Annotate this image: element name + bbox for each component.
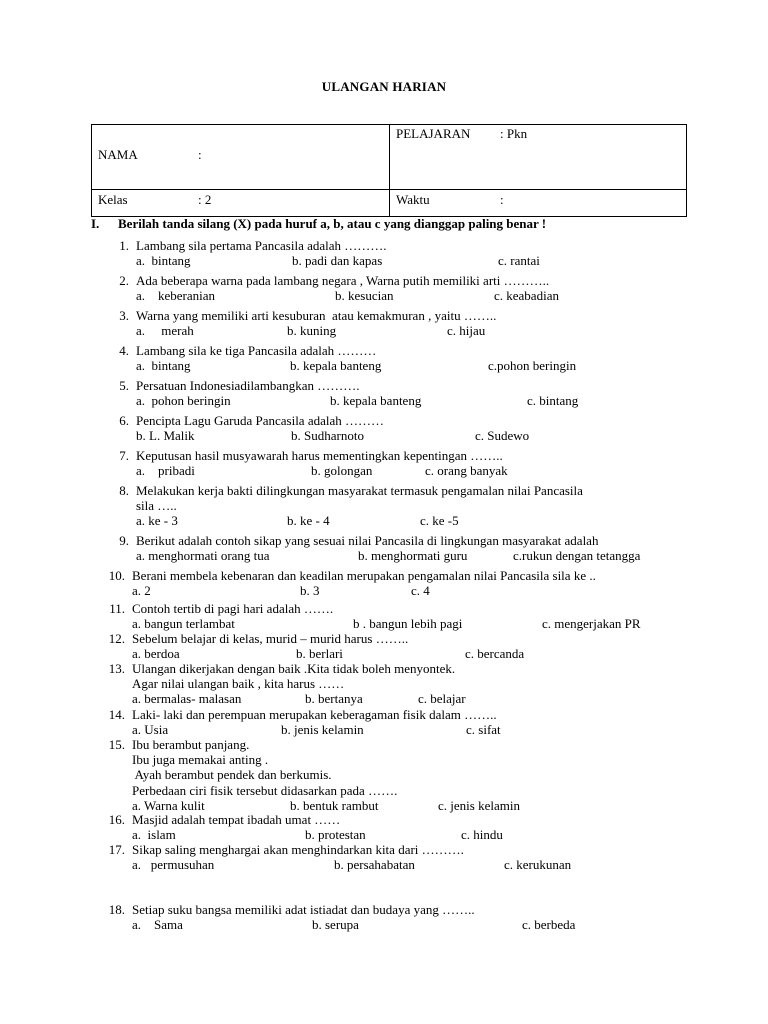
answer-option: c. jenis kelamin bbox=[438, 797, 520, 813]
question-text: Laki- laki dan perempuan merupakan keberagaman fisik dalam …….. bbox=[132, 707, 497, 722]
answer-option: b. 3 bbox=[300, 583, 320, 599]
answer-option: a. pribadi bbox=[136, 463, 195, 479]
question-text: Berani membela kebenaran dan keadilan merupakan pengamalan nilai Pancasila sila ke .. bbox=[132, 568, 596, 583]
answer-option: a. pohon beringin bbox=[136, 393, 231, 409]
answer-option: c.rukun dengan tetangga bbox=[513, 548, 641, 564]
answer-option: c. ke -5 bbox=[420, 513, 459, 529]
waktu-label: Waktu bbox=[396, 192, 430, 207]
question-number: 3. bbox=[119, 308, 129, 323]
question-text: Warna yang memiliki arti kesuburan atau kemakmuran , yaitu …….. bbox=[136, 308, 497, 323]
page-title: ULANGAN HARIAN bbox=[321, 79, 447, 94]
question-number: 16. bbox=[108, 812, 125, 827]
question-text: Lambang sila ke tiga Pancasila adalah ……… bbox=[136, 343, 377, 358]
answer-option: c. 4 bbox=[411, 583, 430, 599]
kelas-label: Kelas bbox=[98, 192, 128, 207]
answer-option: b. berlari bbox=[296, 646, 343, 662]
answer-option: c. sifat bbox=[466, 722, 501, 738]
answer-option: a. ke - 3 bbox=[136, 513, 178, 529]
answer-option: c. belajar bbox=[418, 691, 466, 707]
question-text: Melakukan kerja bakti dilingkungan masyarakat termasuk pengamalan nilai Pancasila bbox=[136, 483, 583, 498]
question-text: sila ….. bbox=[136, 498, 177, 514]
answer-option: a. Warna kulit bbox=[132, 797, 205, 813]
question-text: Ada beberapa warna pada lambang negara , Warna putih memiliki arti ……….. bbox=[136, 273, 550, 288]
section-number: I. bbox=[91, 216, 100, 231]
question-number: 8. bbox=[119, 483, 129, 498]
answer-option: c. orang banyak bbox=[425, 463, 508, 479]
answer-option: c. bercanda bbox=[465, 646, 525, 662]
question-text: Sikap saling menghargai akan menghindarkan kita dari ………. bbox=[132, 842, 464, 857]
question-number: 17. bbox=[108, 842, 125, 857]
question-text: Pencipta Lagu Garuda Pancasila adalah ……… bbox=[136, 413, 384, 428]
answer-option: b. bentuk rambut bbox=[290, 797, 379, 813]
nama-separator: : bbox=[198, 147, 202, 162]
answer-option: c. berbeda bbox=[522, 917, 576, 933]
question-number: 6. bbox=[119, 413, 129, 428]
answer-option: a. bintang bbox=[136, 253, 191, 269]
question-text: Perbedaan ciri fisik tersebut didasarkan pada ……. bbox=[132, 782, 398, 798]
answer-option: a. menghormati orang tua bbox=[136, 548, 270, 564]
answer-option: a. merah bbox=[136, 323, 194, 339]
answer-option: a. bangun terlambat bbox=[132, 616, 235, 632]
question-number: 2. bbox=[119, 273, 129, 288]
answer-option: b. L. Malik bbox=[136, 428, 195, 444]
answer-option: b. kuning bbox=[287, 323, 337, 339]
answer-option: c.pohon beringin bbox=[488, 358, 577, 374]
answer-option: b. persahabatan bbox=[334, 857, 415, 873]
question-text: Agar nilai ulangan baik , kita harus …… bbox=[132, 676, 345, 692]
waktu-separator: : bbox=[500, 192, 504, 207]
answer-option: a. permusuhan bbox=[132, 857, 215, 873]
question-text: Sebelum belajar di kelas, murid – murid harus …….. bbox=[132, 631, 409, 646]
answer-option: b. bertanya bbox=[305, 691, 363, 707]
question-text: Setiap suku bangsa memiliki adat istiadat dan budaya yang …….. bbox=[132, 902, 475, 917]
question-number: 14. bbox=[108, 707, 125, 722]
answer-option: a. Sama bbox=[132, 917, 183, 933]
kelas-value: : 2 bbox=[198, 192, 212, 207]
answer-option: c. hindu bbox=[461, 827, 503, 843]
question-number: 13. bbox=[108, 661, 125, 676]
answer-option: c. hijau bbox=[447, 323, 486, 339]
question-text: Berikut adalah contoh sikap yang sesuai nilai Pancasila di lingkungan masyarakat adalah bbox=[136, 533, 599, 548]
question-number: 15. bbox=[108, 737, 125, 752]
question-text: Lambang sila pertama Pancasila adalah ………. bbox=[136, 238, 387, 253]
answer-option: c. bintang bbox=[527, 393, 579, 409]
question-number: 7. bbox=[119, 448, 129, 463]
pelajaran-label: PELAJARAN bbox=[396, 126, 471, 141]
answer-option: a. bermalas- malasan bbox=[132, 691, 242, 707]
kelas-cell bbox=[92, 190, 390, 217]
answer-option: a. berdoa bbox=[132, 646, 180, 662]
answer-option: b. padi dan kapas bbox=[292, 253, 383, 269]
question-text: Keputusan hasil musyawarah harus mementingkan kepentingan …….. bbox=[136, 448, 503, 463]
answer-option: b. jenis kelamin bbox=[281, 722, 364, 738]
answer-option: b. protestan bbox=[305, 827, 366, 843]
question-number: 12. bbox=[108, 631, 125, 646]
answer-option: c. mengerjakan PR bbox=[542, 616, 641, 632]
answer-option: c. rantai bbox=[498, 253, 540, 269]
question-number: 10. bbox=[108, 568, 125, 583]
answer-option: b. kepala banteng bbox=[330, 393, 422, 409]
answer-option: b. kepala banteng bbox=[290, 358, 382, 374]
question-text: Contoh tertib di pagi hari adalah ……. bbox=[132, 601, 334, 616]
question-text: Ibu berambut panjang. bbox=[132, 737, 250, 752]
answer-option: b . bangun lebih pagi bbox=[353, 616, 463, 632]
answer-option: b. golongan bbox=[311, 463, 373, 479]
question-number: 11. bbox=[109, 601, 125, 616]
question-text: Persatuan Indonesiadilambangkan ………. bbox=[136, 378, 360, 393]
section-instruction bbox=[91, 216, 546, 232]
pelajaran-cell bbox=[390, 125, 687, 190]
answer-option: b. kesucian bbox=[335, 288, 394, 304]
question-number: 9. bbox=[119, 533, 129, 548]
question-text: Ulangan dikerjakan dengan baik .Kita tidak boleh menyontek. bbox=[132, 661, 456, 676]
instruction-text: Berilah tanda silang (X) pada huruf a, b, atau c yang dianggap paling benar ! bbox=[118, 216, 547, 231]
answer-option: b. Sudharnoto bbox=[291, 428, 364, 444]
answer-option: b. serupa bbox=[312, 917, 359, 933]
nama-cell bbox=[92, 125, 390, 190]
answer-option: b. menghormati guru bbox=[358, 548, 468, 564]
question-number: 5. bbox=[119, 378, 129, 393]
student-info-table bbox=[91, 124, 687, 217]
answer-option: b. ke - 4 bbox=[287, 513, 330, 529]
waktu-cell bbox=[390, 190, 687, 217]
question-text: Masjid adalah tempat ibadah umat …… bbox=[132, 812, 341, 827]
answer-option: c. Sudewo bbox=[475, 428, 530, 444]
answer-option: a. 2 bbox=[132, 583, 151, 599]
answer-option: a. Usia bbox=[132, 722, 169, 738]
answer-option: a. bintang bbox=[136, 358, 191, 374]
answer-option: c. kerukunan bbox=[504, 857, 572, 873]
question-text: Ayah berambut pendek dan berkumis. bbox=[132, 767, 332, 783]
pelajaran-value: : Pkn bbox=[500, 126, 528, 141]
question-text: Ibu juga memakai anting . bbox=[132, 752, 269, 768]
nama-label: NAMA bbox=[98, 147, 138, 162]
answer-option: a. keberanian bbox=[136, 288, 216, 304]
question-number: 4. bbox=[119, 343, 129, 358]
question-number: 18. bbox=[108, 902, 125, 917]
question-number: 1. bbox=[119, 238, 129, 253]
answer-option: a. islam bbox=[132, 827, 176, 843]
answer-option: c. keabadian bbox=[494, 288, 559, 304]
